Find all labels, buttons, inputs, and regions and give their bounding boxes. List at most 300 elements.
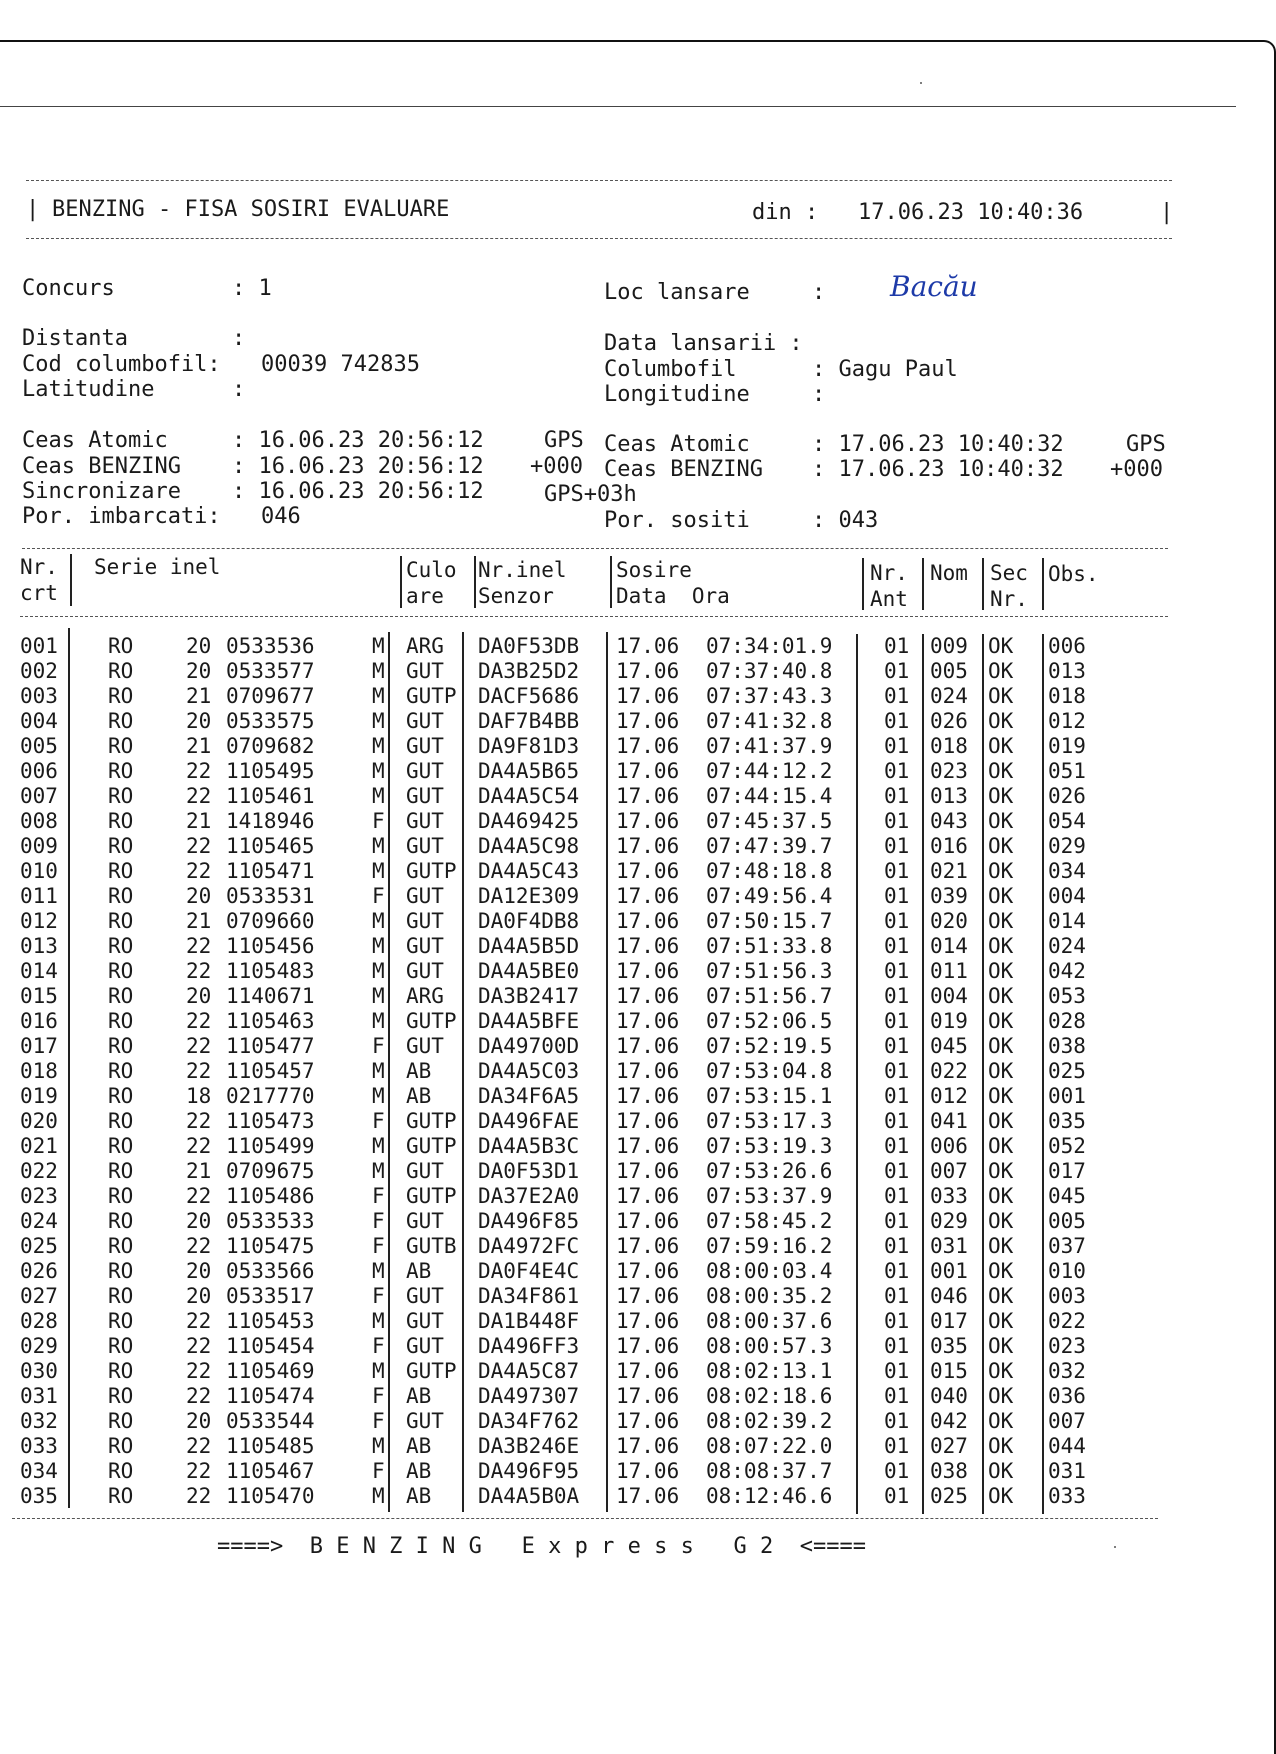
cell-sensor: DA4A5C03 [478, 1059, 580, 1083]
cell-nr: 021 [20, 1134, 58, 1158]
cell-ring-number: 0533544 [226, 1409, 315, 1433]
header-sosire-line1: Sosire [616, 558, 692, 582]
cell-nr: 004 [20, 709, 58, 733]
cell-arrival-time: 07:53:37.9 [706, 1184, 833, 1208]
cell-sec: OK [988, 1459, 1014, 1483]
cell-nr: 020 [20, 1109, 58, 1133]
cell-nr: 013 [20, 934, 58, 958]
cell-country: RO [108, 884, 134, 908]
cell-sex: M [372, 759, 385, 783]
table-row [0, 634, 1276, 659]
cell-arrival-time: 07:37:40.8 [706, 659, 833, 683]
cell-sensor: DA49700D [478, 1034, 580, 1058]
cell-year: 22 [186, 1384, 212, 1408]
cell-sec: OK [988, 934, 1014, 958]
cell-nom: 025 [930, 1484, 968, 1508]
table-row [0, 1334, 1276, 1359]
header-ant-line1: Nr. [870, 561, 908, 585]
cell-ring-number: 1105453 [226, 1309, 315, 1333]
cell-color: AB [406, 1384, 432, 1408]
cell-ring-number: 1105483 [226, 959, 315, 983]
cell-sex: F [372, 1384, 385, 1408]
cell-sex: M [372, 859, 385, 883]
cell-arrival-date: 17.06 [616, 909, 680, 933]
cell-sensor: DA4A5B65 [478, 759, 580, 783]
cell-arrival-date: 17.06 [616, 659, 680, 683]
cell-nr: 016 [20, 1009, 58, 1033]
cell-antenna: 01 [884, 659, 910, 683]
scan-speck [1114, 1546, 1116, 1548]
cell-sensor: DA4A5C43 [478, 859, 580, 883]
cell-country: RO [108, 1209, 134, 1233]
cell-arrival-time: 07:51:56.3 [706, 959, 833, 983]
table-row [0, 1184, 1276, 1209]
cell-sec: OK [988, 1184, 1014, 1208]
cell-obs: 032 [1048, 1359, 1086, 1383]
cell-year: 22 [186, 784, 212, 808]
cell-arrival-date: 17.06 [616, 759, 680, 783]
cell-sensor: DA4A5C87 [478, 1359, 580, 1383]
cell-obs: 025 [1048, 1059, 1086, 1083]
cell-sensor: DAF7B4BB [478, 709, 580, 733]
cell-country: RO [108, 759, 134, 783]
cell-nr: 033 [20, 1434, 58, 1458]
cell-obs: 007 [1048, 1409, 1086, 1433]
cell-sec: OK [988, 809, 1014, 833]
cell-ring-number: 0533531 [226, 884, 315, 908]
header-col-divider [922, 558, 924, 610]
header-nr-line2: crt [20, 581, 58, 605]
cell-arrival-time: 07:58:45.2 [706, 1209, 833, 1233]
cell-year: 22 [186, 1109, 212, 1133]
header-col-divider [70, 554, 72, 606]
cell-nom: 039 [930, 884, 968, 908]
cell-sex: F [372, 1109, 385, 1133]
cell-nr: 003 [20, 684, 58, 708]
cell-ring-number: 1105475 [226, 1234, 315, 1258]
cell-arrival-time: 07:51:33.8 [706, 934, 833, 958]
cell-sex: F [372, 1284, 385, 1308]
cell-sec: OK [988, 1109, 1014, 1133]
por-sositi-value: : 043 [812, 508, 879, 533]
cell-obs: 012 [1048, 709, 1086, 733]
cell-nom: 014 [930, 934, 968, 958]
cell-obs: 028 [1048, 1009, 1086, 1033]
cell-sec: OK [988, 784, 1014, 808]
cell-sensor: DA496F85 [478, 1209, 580, 1233]
cell-antenna: 01 [884, 959, 910, 983]
table-row [0, 1159, 1276, 1184]
cell-obs: 017 [1048, 1159, 1086, 1183]
cell-nom: 024 [930, 684, 968, 708]
cell-sensor: DACF5686 [478, 684, 580, 708]
cell-nr: 026 [20, 1259, 58, 1283]
cell-antenna: 01 [884, 734, 910, 758]
table-row [0, 1034, 1276, 1059]
cell-antenna: 01 [884, 784, 910, 808]
cell-year: 20 [186, 1284, 212, 1308]
cell-year: 22 [186, 1234, 212, 1258]
cell-country: RO [108, 1384, 134, 1408]
cell-antenna: 01 [884, 1034, 910, 1058]
cell-sex: M [372, 1309, 385, 1333]
loc-lansare-label: Loc lansare [604, 280, 750, 305]
cell-arrival-time: 08:08:37.7 [706, 1459, 833, 1483]
table-row [0, 1434, 1276, 1459]
cell-nom: 007 [930, 1159, 968, 1183]
cell-year: 22 [186, 1359, 212, 1383]
table-row [0, 1009, 1276, 1034]
cell-arrival-date: 17.06 [616, 934, 680, 958]
cell-antenna: 01 [884, 1059, 910, 1083]
cell-sensor: DA496F95 [478, 1459, 580, 1483]
cell-sec: OK [988, 1009, 1014, 1033]
cell-country: RO [108, 659, 134, 683]
cell-arrival-time: 08:02:39.2 [706, 1409, 833, 1433]
cell-country: RO [108, 684, 134, 708]
cell-year: 20 [186, 1259, 212, 1283]
cell-country: RO [108, 1284, 134, 1308]
cell-sec: OK [988, 659, 1014, 683]
cell-sex: M [372, 1134, 385, 1158]
cell-color: GUT [406, 734, 444, 758]
cell-arrival-date: 17.06 [616, 1109, 680, 1133]
cell-obs: 019 [1048, 734, 1086, 758]
cell-color: GUTP [406, 684, 457, 708]
cell-nom: 013 [930, 784, 968, 808]
cell-country: RO [108, 1059, 134, 1083]
cell-arrival-time: 08:02:18.6 [706, 1384, 833, 1408]
cell-color: AB [406, 1059, 432, 1083]
cell-country: RO [108, 909, 134, 933]
title-left-bar: | [26, 197, 40, 222]
cell-nom: 018 [930, 734, 968, 758]
report-date-label: din : [752, 200, 819, 225]
cell-color: GUT [406, 884, 444, 908]
cell-arrival-date: 17.06 [616, 1459, 680, 1483]
cell-ring-number: 0709677 [226, 684, 315, 708]
cell-arrival-time: 08:00:57.3 [706, 1334, 833, 1358]
cell-year: 22 [186, 1184, 212, 1208]
cell-sec: OK [988, 1434, 1014, 1458]
cell-ring-number: 0709682 [226, 734, 315, 758]
cell-sensor: DA34F6A5 [478, 1084, 580, 1108]
cell-sec: OK [988, 1084, 1014, 1108]
cell-sensor: DA12E309 [478, 884, 580, 908]
cell-year: 22 [186, 1134, 212, 1158]
cell-ring-number: 1105473 [226, 1109, 315, 1133]
cell-obs: 035 [1048, 1109, 1086, 1133]
cell-antenna: 01 [884, 1384, 910, 1408]
cell-sec: OK [988, 909, 1014, 933]
cell-sex: M [372, 1359, 385, 1383]
cell-year: 22 [186, 1459, 212, 1483]
cell-nom: 041 [930, 1109, 968, 1133]
cell-year: 22 [186, 1334, 212, 1358]
cell-sensor: DA497307 [478, 1384, 580, 1408]
cell-antenna: 01 [884, 909, 910, 933]
cell-sex: M [372, 1484, 385, 1508]
cell-ring-number: 1105474 [226, 1384, 315, 1408]
table-row [0, 1259, 1276, 1284]
cell-nr: 015 [20, 984, 58, 1008]
cell-country: RO [108, 734, 134, 758]
columbofil-label: Columbofil [604, 357, 737, 382]
header-sec-line2: Nr. [990, 587, 1028, 611]
cell-nom: 031 [930, 1234, 968, 1258]
dashed-rule [26, 180, 1172, 181]
cell-nom: 042 [930, 1409, 968, 1433]
cell-sex: M [372, 684, 385, 708]
cod-columbofil-value: 00039 742835 [261, 352, 420, 377]
cell-nr: 011 [20, 884, 58, 908]
cell-ring-number: 1105486 [226, 1184, 315, 1208]
cell-year: 20 [186, 709, 212, 733]
table-row [0, 984, 1276, 1009]
cell-arrival-date: 17.06 [616, 1134, 680, 1158]
cell-arrival-date: 17.06 [616, 1384, 680, 1408]
cell-arrival-time: 07:44:12.2 [706, 759, 833, 783]
cell-sec: OK [988, 1034, 1014, 1058]
cell-nr: 012 [20, 909, 58, 933]
header-col-divider [982, 558, 984, 610]
cell-arrival-time: 07:48:18.8 [706, 859, 833, 883]
cell-color: GUT [406, 809, 444, 833]
cell-sex: F [372, 1459, 385, 1483]
cell-year: 22 [186, 1434, 212, 1458]
cell-sex: M [372, 784, 385, 808]
table-row [0, 1384, 1276, 1409]
cell-nom: 004 [930, 984, 968, 1008]
cell-sensor: DA4972FC [478, 1234, 580, 1258]
cell-nr: 018 [20, 1059, 58, 1083]
cell-color: GUT [406, 1309, 444, 1333]
cell-ring-number: 1105499 [226, 1134, 315, 1158]
cell-ring-number: 0709675 [226, 1159, 315, 1183]
cell-nr: 025 [20, 1234, 58, 1258]
cell-nom: 011 [930, 959, 968, 983]
cell-year: 20 [186, 984, 212, 1008]
cell-country: RO [108, 1234, 134, 1258]
table-row [0, 1309, 1276, 1334]
header-nrinel-line1: Nr.inel [478, 558, 567, 582]
cell-arrival-date: 17.06 [616, 1409, 680, 1433]
cell-arrival-time: 07:53:17.3 [706, 1109, 833, 1133]
cell-year: 20 [186, 1209, 212, 1233]
cell-country: RO [108, 1084, 134, 1108]
cell-sec: OK [988, 859, 1014, 883]
cell-sec: OK [988, 1409, 1014, 1433]
loc-lansare-sep: : [812, 280, 826, 305]
cell-ring-number: 1105465 [226, 834, 315, 858]
cell-nom: 023 [930, 759, 968, 783]
cell-arrival-date: 17.06 [616, 734, 680, 758]
sincronizare-value: : 16.06.23 20:56:12 [232, 479, 484, 504]
cell-country: RO [108, 1184, 134, 1208]
cell-nom: 020 [930, 909, 968, 933]
dashed-rule [20, 616, 1168, 617]
cell-nr: 032 [20, 1409, 58, 1433]
table-row [0, 1284, 1276, 1309]
cell-sensor: DA4A5B5D [478, 934, 580, 958]
cell-year: 20 [186, 634, 212, 658]
cell-year: 18 [186, 1084, 212, 1108]
cell-nr: 005 [20, 734, 58, 758]
cell-color: AB [406, 1484, 432, 1508]
cell-sensor: DA3B25D2 [478, 659, 580, 683]
cell-nr: 010 [20, 859, 58, 883]
cell-sensor: DA34F762 [478, 1409, 580, 1433]
cell-sec: OK [988, 734, 1014, 758]
cell-sec: OK [988, 1484, 1014, 1508]
left-clock-benzing-suffix: +000 [530, 454, 583, 479]
cell-nom: 027 [930, 1434, 968, 1458]
cell-year: 22 [186, 1484, 212, 1508]
cell-arrival-date: 17.06 [616, 1159, 680, 1183]
cell-sex: F [372, 1334, 385, 1358]
cell-antenna: 01 [884, 934, 910, 958]
cell-color: GUT [406, 659, 444, 683]
header-col-divider [1042, 558, 1044, 610]
cell-color: AB [406, 1084, 432, 1108]
cell-sex: F [372, 884, 385, 908]
cell-color: ARG [406, 984, 444, 1008]
cell-country: RO [108, 784, 134, 808]
cell-sex: M [372, 1259, 385, 1283]
cell-antenna: 01 [884, 1309, 910, 1333]
cell-obs: 037 [1048, 1234, 1086, 1258]
cell-sec: OK [988, 1359, 1014, 1383]
cell-year: 21 [186, 809, 212, 833]
cell-arrival-time: 08:00:03.4 [706, 1259, 833, 1283]
cell-arrival-time: 07:51:56.7 [706, 984, 833, 1008]
header-col-divider [862, 558, 864, 610]
cell-arrival-time: 07:49:56.4 [706, 884, 833, 908]
cell-nom: 012 [930, 1084, 968, 1108]
cell-nr: 030 [20, 1359, 58, 1383]
dashed-rule [26, 238, 1172, 239]
cell-ring-number: 1105470 [226, 1484, 315, 1508]
latitudine-sep: : [232, 377, 246, 402]
cell-arrival-date: 17.06 [616, 1209, 680, 1233]
cell-year: 22 [186, 834, 212, 858]
right-clock-atomic-suffix: GPS [1126, 432, 1166, 457]
cell-ring-number: 1140671 [226, 984, 315, 1008]
por-sositi-label: Por. sositi [604, 508, 750, 533]
sincronizare-label: Sincronizare [22, 479, 181, 504]
cell-arrival-date: 17.06 [616, 1009, 680, 1033]
cell-ring-number: 1105467 [226, 1459, 315, 1483]
cell-arrival-date: 17.06 [616, 1184, 680, 1208]
cell-sensor: DA0F53DB [478, 634, 580, 658]
cell-obs: 029 [1048, 834, 1086, 858]
cell-nom: 016 [930, 834, 968, 858]
table-row [0, 1459, 1276, 1484]
cell-antenna: 01 [884, 1084, 910, 1108]
cell-ring-number: 1105469 [226, 1359, 315, 1383]
cell-antenna: 01 [884, 684, 910, 708]
cell-sensor: DA4A5BE0 [478, 959, 580, 983]
cell-arrival-time: 07:41:32.8 [706, 709, 833, 733]
cell-antenna: 01 [884, 859, 910, 883]
cell-nr: 002 [20, 659, 58, 683]
cell-antenna: 01 [884, 1334, 910, 1358]
cell-nr: 028 [20, 1309, 58, 1333]
cell-ring-number: 1105457 [226, 1059, 315, 1083]
cell-nom: 019 [930, 1009, 968, 1033]
cell-color: GUT [406, 1209, 444, 1233]
cell-country: RO [108, 1259, 134, 1283]
cell-ring-number: 0217770 [226, 1084, 315, 1108]
header-nom: Nom [930, 561, 968, 585]
cell-sex: F [372, 1409, 385, 1433]
cell-obs: 053 [1048, 984, 1086, 1008]
cell-country: RO [108, 809, 134, 833]
left-clock-atomic-label: Ceas Atomic [22, 428, 168, 453]
cell-sex: M [372, 1009, 385, 1033]
cell-ring-number: 1105456 [226, 934, 315, 958]
right-clock-benzing-value: : 17.06.23 10:40:32 [812, 457, 1064, 482]
table-row [0, 909, 1276, 934]
cell-sensor: DA4A5C54 [478, 784, 580, 808]
table-row [0, 834, 1276, 859]
table-row [0, 1084, 1276, 1109]
cell-nom: 045 [930, 1034, 968, 1058]
cell-sec: OK [988, 959, 1014, 983]
cell-arrival-time: 08:02:13.1 [706, 1359, 833, 1383]
cell-year: 22 [186, 759, 212, 783]
header-col-divider [474, 556, 476, 608]
cell-color: GUTP [406, 859, 457, 883]
right-clock-atomic-value: : 17.06.23 10:40:32 [812, 432, 1064, 457]
cell-nr: 035 [20, 1484, 58, 1508]
report-title: BENZING - FISA SOSIRI EVALUARE [52, 197, 450, 222]
cell-nr: 014 [20, 959, 58, 983]
cell-arrival-date: 17.06 [616, 1059, 680, 1083]
cell-nr: 034 [20, 1459, 58, 1483]
cell-obs: 024 [1048, 934, 1086, 958]
por-imbarcati-value: 046 [261, 504, 301, 529]
cell-arrival-time: 08:00:37.6 [706, 1309, 833, 1333]
cell-sex: M [372, 959, 385, 983]
concurs-label: Concurs [22, 276, 115, 301]
cell-arrival-time: 08:07:22.0 [706, 1434, 833, 1458]
cell-nom: 033 [930, 1184, 968, 1208]
cell-color: GUTP [406, 1109, 457, 1133]
header-serie-inel: Serie inel [94, 555, 221, 579]
cell-antenna: 01 [884, 1159, 910, 1183]
cell-arrival-time: 08:12:46.6 [706, 1484, 833, 1508]
cell-sensor: DA4A5BFE [478, 1009, 580, 1033]
cell-obs: 052 [1048, 1134, 1086, 1158]
distanta-sep: : [232, 326, 246, 351]
cell-country: RO [108, 1359, 134, 1383]
cell-antenna: 01 [884, 709, 910, 733]
cell-ring-number: 1105454 [226, 1334, 315, 1358]
cell-obs: 001 [1048, 1084, 1086, 1108]
cell-nr: 023 [20, 1184, 58, 1208]
cell-sec: OK [988, 1234, 1014, 1258]
cell-nom: 022 [930, 1059, 968, 1083]
cell-year: 20 [186, 884, 212, 908]
concurs-value: : 1 [232, 276, 272, 301]
cell-obs: 042 [1048, 959, 1086, 983]
longitudine-sep: : [812, 382, 826, 407]
cell-obs: 026 [1048, 784, 1086, 808]
cell-sensor: DA4A5C98 [478, 834, 580, 858]
cell-year: 21 [186, 684, 212, 708]
cell-year: 20 [186, 1409, 212, 1433]
